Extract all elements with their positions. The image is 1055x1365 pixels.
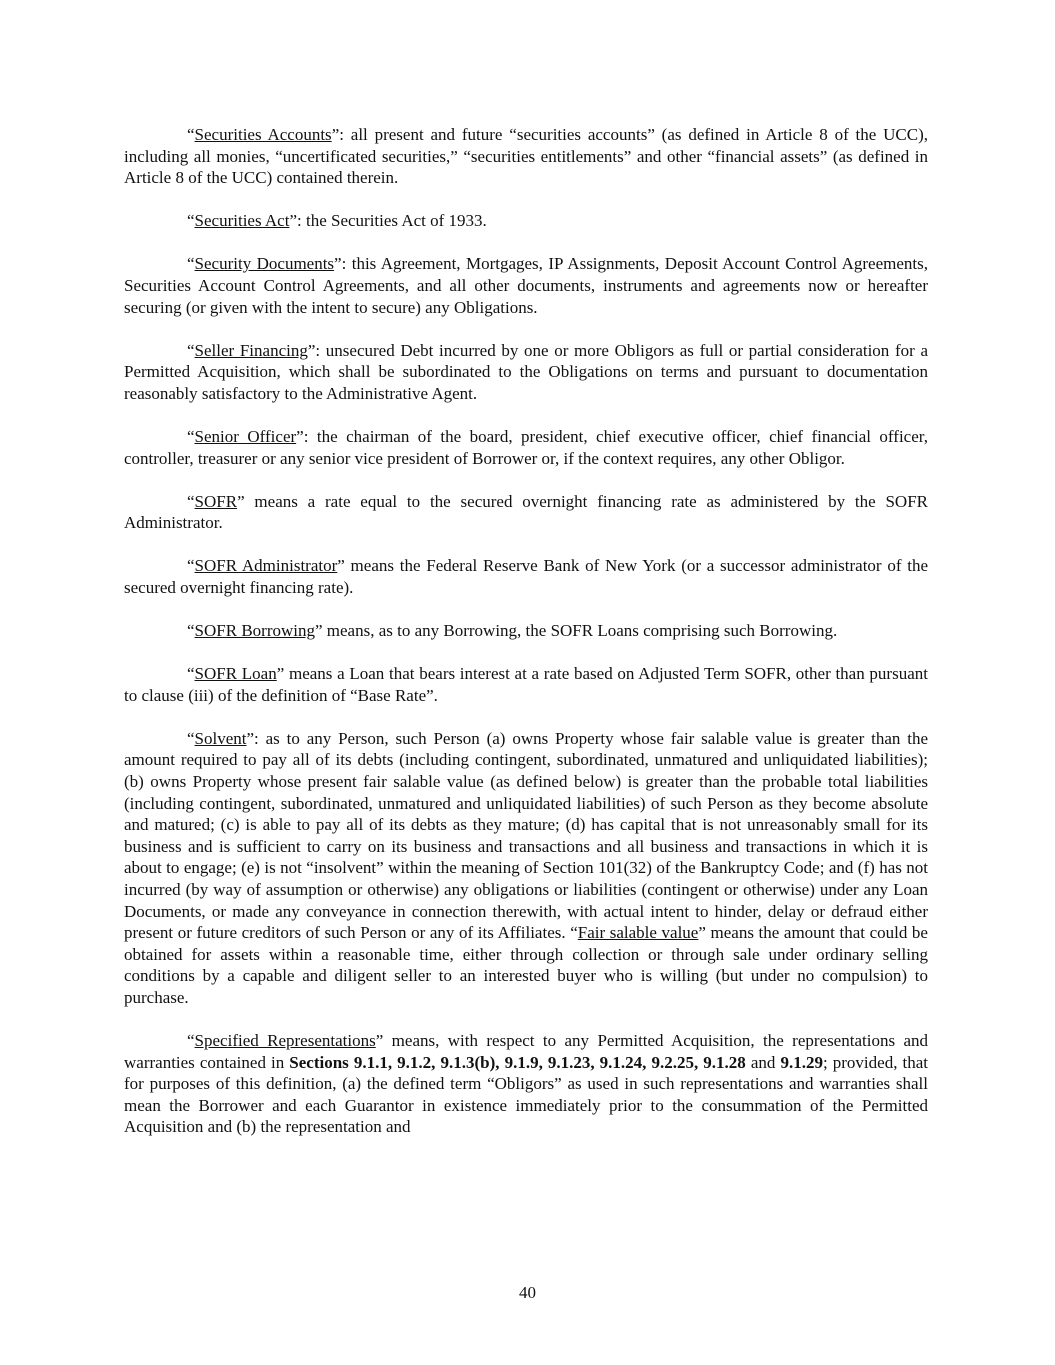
- definition-specified-representations: “Specified Representations” means, with respect to any Permitted Acquisition, the representations and warranties contained in Sections 9.1.1, 9.1.2, 9.1.3(b), 9.1.9, 9.1.23, 9.1.24, 9.2.25, 9.1.28 and 9.1.29; provided, that for purposes of this definition, (a) the defined term “Obligors” as used in such representations and warranties shall mean the Borrower and each Guarantor in existence immediately prior to the consummation of the Permitted Acquisition and (b) the representation and: [124, 1031, 928, 1137]
- definition-security-documents: “Security Documents”: this Agreement, Mortgages, IP Assignments, Deposit Account Control Agreements, Securities Account Control Agreements, and all other documents, instruments and agreements now or hereafter securing (or given with the intent to secure) any Obligations.: [124, 254, 928, 317]
- definition-sofr-administrator: “SOFR Administrator” means the Federal Reserve Bank of New York (or a successor administrator of the secured overnight financing rate).: [124, 556, 928, 597]
- defined-term: SOFR Borrowing: [194, 621, 315, 640]
- defined-term: Fair salable value: [577, 923, 699, 943]
- defined-term: Securities Accounts: [194, 125, 332, 144]
- defined-term: Specified Representations: [194, 1031, 376, 1050]
- definition-seller-financing: “Seller Financing”: unsecured Debt incurred by one or more Obligors as full or partial consideration for a Permitted Acquisition, which shall be subordinated to the Obligations on terms and pursuant to documentation reasonably satisfactory to the Administrative Agent.: [124, 340, 928, 403]
- defined-term: Solvent: [194, 728, 247, 748]
- definition-sofr-borrowing: “SOFR Borrowing” means, as to any Borrowing, the SOFR Loans comprising such Borrowing.: [187, 621, 838, 640]
- defined-term: Security Documents: [194, 254, 335, 274]
- defined-term: Seller Financing: [194, 340, 308, 360]
- defined-term: Securities Act: [194, 211, 290, 231]
- defined-term: SOFR Administrator: [194, 556, 338, 576]
- section-references: Sections 9.1.1, 9.1.2, 9.1.3(b), 9.1.9, 9.1.23, 9.1.24, 9.2.25, 9.1.28: [289, 1052, 746, 1072]
- section-reference: 9.1.29: [780, 1052, 823, 1072]
- definition-sofr: “SOFR” means a rate equal to the secured overnight financing rate as administered by the SOFR Administrator.: [124, 491, 928, 533]
- page-number: 40: [519, 1283, 536, 1302]
- defined-term: SOFR Loan: [194, 664, 277, 684]
- definition-sofr-loan: “SOFR Loan” means a Loan that bears interest at a rate based on Adjusted Term SOFR, other than pursuant to clause (iii) of the definition of “Base Rate”.: [124, 664, 928, 705]
- definition-securities-act: “Securities Act”: the Securities Act of 1933.: [187, 211, 487, 231]
- defined-term: SOFR: [194, 491, 238, 511]
- definition-securities-accounts: “Securities Accounts”: all present and future “securities accounts” (as defined in Article 8 of the UCC), including all monies, “uncertificated securities,” “securities entitlements” and other “financial assets” (as defined in Article 8 of the UCC) contained therein.: [124, 125, 929, 188]
- definitions-body: [124, 124, 928, 1159]
- definition-senior-officer: “Senior Officer”: the chairman of the board, president, chief executive officer, chief financial officer, controller, treasurer or any senior vice president of Borrower or, if the context requires, any other Obligor.: [124, 426, 928, 468]
- definition-solvent: “Solvent”: as to any Person, such Person (a) owns Property whose fair salable value is greater than the amount required to pay all of its debts (including contingent, subordinated, unmatured and unliquidated liabilities); (b) owns Property whose present fair salable value (as defined below) is greater than the probable total liabilities (including contingent, subordinated, unmatured and unliquidated liabilities) of such Person as they become absolute and matured; (c) is able to pay all of its debts as they mature; (d) has capital that is not unreasonably small for its business and is sufficient to carry on its business and transactions and all business and transactions in which it is about to engage; (e) is not “insolvent” within the meaning of Section 101(32) of the Bankruptcy Code; and (f) has not incurred (by way of assumption or otherwise) any obligations or liabilities (contingent or otherwise) under any Loan Documents, or made any conveyance in connection therewith, with actual intent to hinder, delay or defraud either present or future creditors of such Person or any of its Affiliates. “Fair salable value” means the amount that could be obtained for assets within a reasonable time, either through collection or through sale under ordinary selling conditions by a capable and diligent seller to an interested buyer who is willing (but under no compulsion) to purchase.: [124, 728, 928, 1007]
- defined-term: Senior Officer: [194, 426, 297, 446]
